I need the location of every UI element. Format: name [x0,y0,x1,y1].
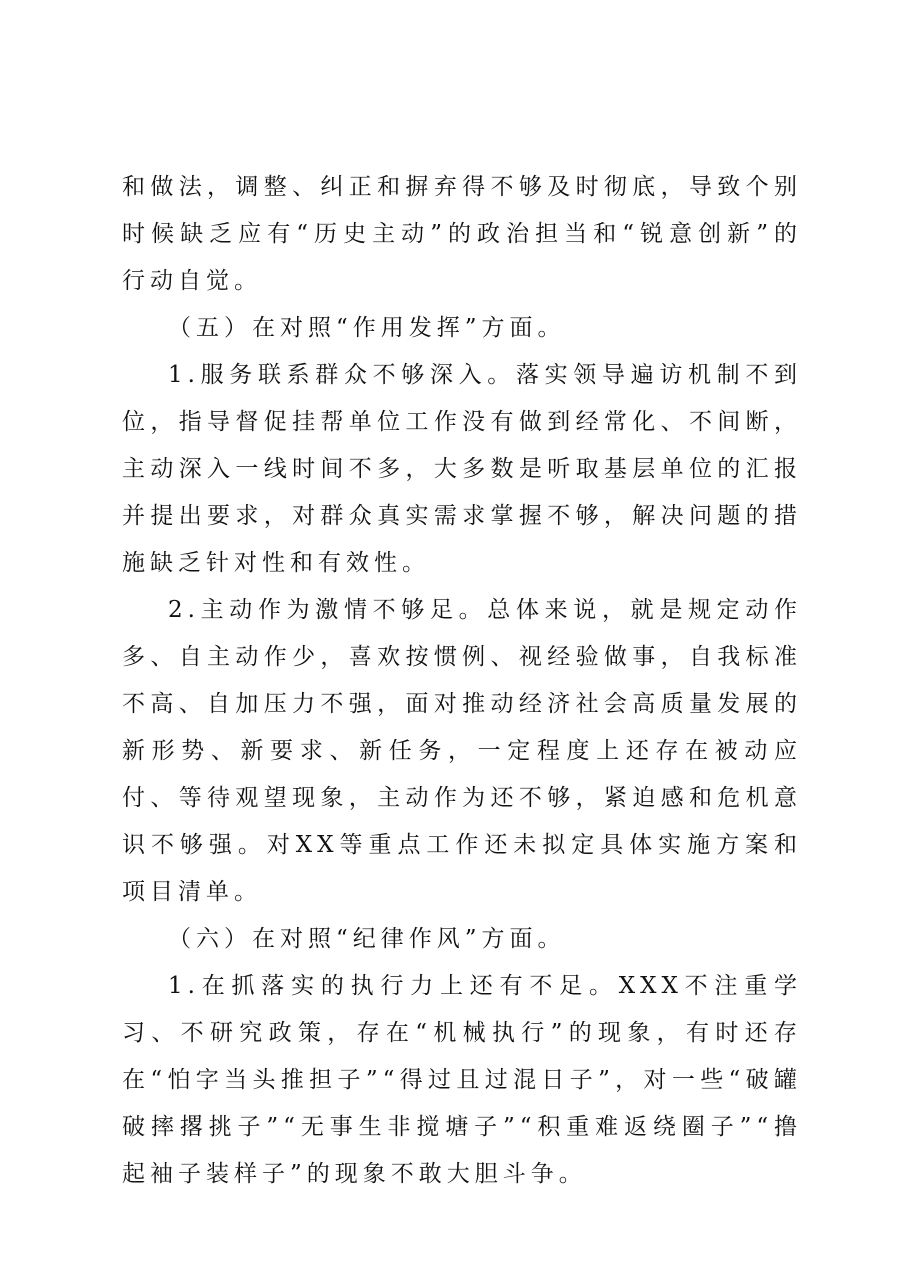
paragraph-continuation: 和做法，调整、纠正和摒弃得不够及时彻底，导致个别时候缺乏应有“历史主动”的政治担当和“锐意创新”的行动自觉。 [122,174,802,294]
paragraph-item-1-serve-masses: 1.服务联系群众不够深入。落实领导遍访机制不到位，指导督促挂帮单位工作没有做到经常化、不间断，主动深入一线时间不多，大多数是听取基层单位的汇报并提出要求，对群众真实需求掌握不够，解决问题的措施缺乏针对性和有效性。 [122,362,802,576]
section-heading-six: （六）在对照“纪律作风”方面。 [168,926,566,952]
paragraph-item-2-initiative: 2.主动作为激情不够足。总体来说，就是规定动作多、自主动作少，喜欢按惯例、视经验做事，自我标准不高、自加压力不强，面对推动经济社会高质量发展的新形势、新要求、新任务，一定程度上还存在被动应付、等待观望现象，主动作为还不够，紧迫感和危机意识不够强。对XX等重点工作还未拟定具体实施方案和项目清单。 [122,597,802,905]
section-heading-five: （五）在对照“作用发挥”方面。 [168,315,566,341]
paragraph-item-1-execution: 1.在抓落实的执行力上还有不足。XXX不注重学习、不研究政策，存在“机械执行”的现象，有时还存在“怕字当头推担子”“得过且过混日子”，对一些“破罐破摔撂挑子”“无事生非搅塘子”“积重难返绕圈子”“撸起袖子装样子”的现象不敢大胆斗争。 [122,973,802,1187]
document-body [122,164,802,1198]
